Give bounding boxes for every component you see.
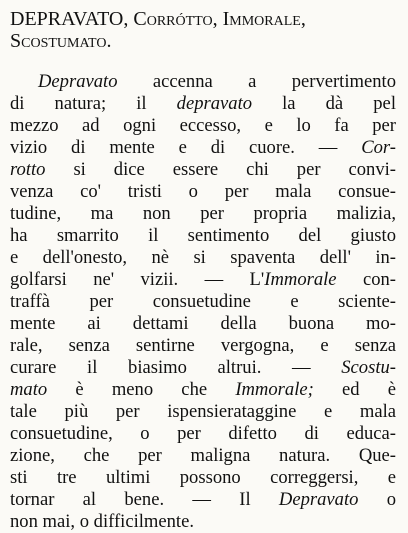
text-line: Depravato accenna a pervertimento — [38, 71, 396, 92]
heading-term-scostumato: Scostumato — [10, 30, 107, 52]
text-line: traffà per consuetudine e sciente- — [10, 291, 396, 312]
text-line: di natura; il depravato la dà pel — [10, 93, 396, 114]
text-line: tale più per ispensierataggine e mala — [10, 401, 396, 422]
text-line: sti tre ultimi possono correggersi, e — [10, 467, 396, 488]
text-line: mente ai dettami della buona mo- — [10, 313, 396, 334]
text-line: venza co' tristi o per mala consue- — [10, 181, 396, 202]
text-line: rale, senza sentirne vergogna, e senza — [10, 335, 396, 356]
text-line: rotto si dice essere chi per convi- — [10, 159, 396, 180]
heading-term-immorale: Immorale — [222, 8, 301, 30]
text-line: zione, che per maligna natura. Que- — [10, 445, 396, 466]
heading-term-corrotto: Corrótto — [133, 8, 213, 30]
text-line: curare il biasimo altrui. — Scostu- — [10, 357, 396, 378]
text-line: e dell'onesto, nè si spaventa dell' in- — [10, 247, 396, 268]
text-line: consuetudine, o per difetto di educa- — [10, 423, 396, 444]
text-line: tudine, ma non per propria malizia, — [10, 203, 396, 224]
text-line: mezzo ad ogni eccesso, e lo fa per — [10, 115, 396, 136]
entry-body — [10, 71, 402, 533]
entry-heading: DEPRAVATO, Corrótto, Immorale, Scostumato. — [10, 8, 306, 52]
text-line: vizio di mente e di cuore. — Cor- — [10, 137, 396, 158]
text-line: non mai, o difficilmente. — [10, 511, 195, 532]
text-line: tornar al bene. — Il Depravato o — [10, 489, 396, 510]
text-line: ha smarrito il sentimento del giusto — [10, 225, 396, 246]
heading-term-depravato: DEPRAVATO — [10, 8, 124, 30]
text-line: golfarsi ne' vizii. — L'Immorale con- — [10, 269, 396, 290]
text-line: mato è meno che Immorale; ed è — [10, 379, 396, 400]
